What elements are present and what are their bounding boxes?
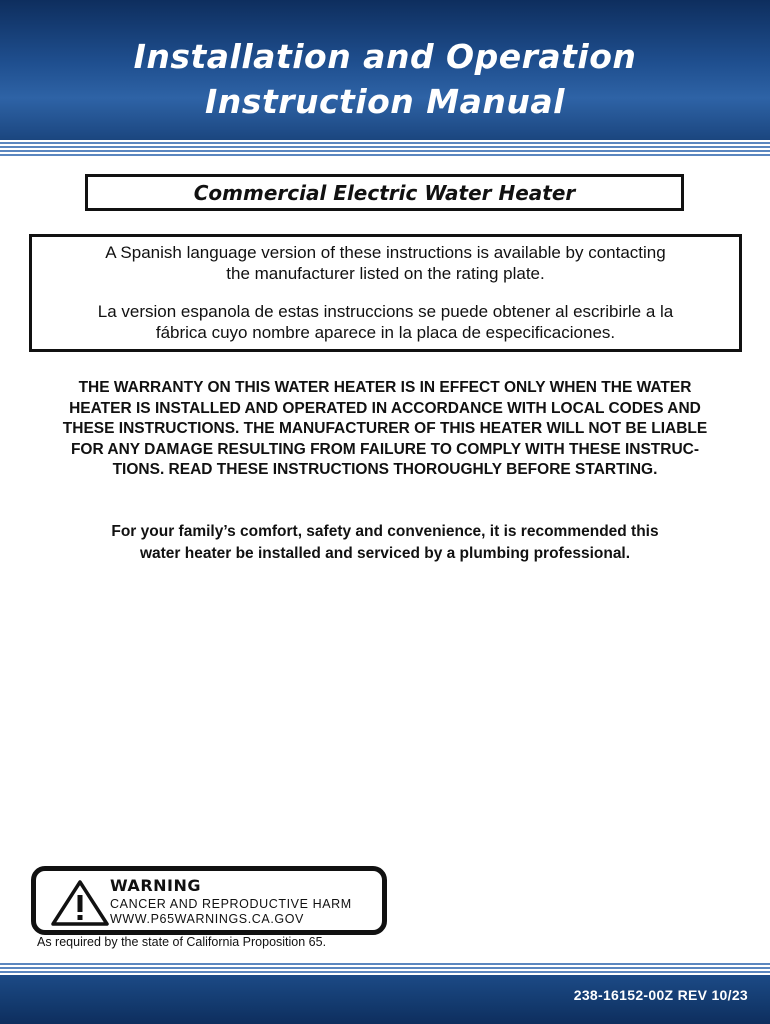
page-title bbox=[0, 34, 770, 124]
spanish-notice-line-1: La version espanola de estas instruccions se puede obtener al escribirle a la bbox=[97, 302, 674, 321]
warning-heading: WARNING bbox=[110, 876, 201, 895]
subtitle: Commercial Electric Water Heater bbox=[193, 180, 576, 205]
recommendation-line-2: water heater be installed and serviced by a plumbing professional. bbox=[139, 545, 631, 562]
professional-recommendation bbox=[30, 521, 740, 565]
warning-url: WWW.P65WARNINGS.CA.GOV bbox=[110, 912, 304, 926]
warranty-line-2: HEATER IS INSTALLED AND OPERATED IN ACCORDANCE WITH LOCAL CODES AND bbox=[69, 399, 701, 417]
header-stripes bbox=[0, 140, 770, 158]
warning-triangle-icon bbox=[50, 879, 110, 927]
title-line-1: Installation and Operation bbox=[133, 37, 637, 76]
english-notice-line-2: the manufacturer listed on the rating plate. bbox=[226, 264, 545, 283]
english-notice bbox=[32, 242, 739, 284]
english-notice-line-1: A Spanish language version of these instructions is available by contacting bbox=[105, 243, 666, 262]
warning-line-1: CANCER AND REPRODUCTIVE HARM bbox=[110, 897, 352, 911]
spanish-notice bbox=[32, 301, 739, 343]
title-line-2: Instruction Manual bbox=[205, 82, 565, 121]
prop65-warning-box bbox=[31, 866, 387, 935]
prop65-note: As required by the state of California Proposition 65. bbox=[37, 935, 327, 949]
language-notice-box bbox=[29, 234, 742, 352]
document-number: 238-16152-00Z REV 10/23 bbox=[573, 987, 748, 1003]
warranty-line-1: THE WARRANTY ON THIS WATER HEATER IS IN EFFECT ONLY WHEN THE WATER bbox=[78, 379, 692, 396]
warranty-line-4: FOR ANY DAMAGE RESULTING FROM FAILURE TO COMPLY WITH THESE INSTRUC- bbox=[70, 440, 700, 458]
warranty-notice bbox=[30, 378, 740, 481]
recommendation-line-1: For your family’s comfort, safety and convenience, it is recommended this bbox=[111, 523, 659, 540]
warranty-line-5: TIONS. READ THESE INSTRUCTIONS THOROUGHLY BEFORE STARTING. bbox=[112, 461, 658, 478]
footer-stripes bbox=[0, 961, 770, 975]
warranty-line-3: THESE INSTRUCTIONS. THE MANUFACTURER OF THIS HEATER WILL NOT BE LIABLE bbox=[62, 420, 708, 437]
subtitle-box bbox=[85, 174, 684, 211]
spanish-notice-line-2: fábrica cuyo nombre aparece in la placa de especificaciones. bbox=[155, 323, 616, 342]
